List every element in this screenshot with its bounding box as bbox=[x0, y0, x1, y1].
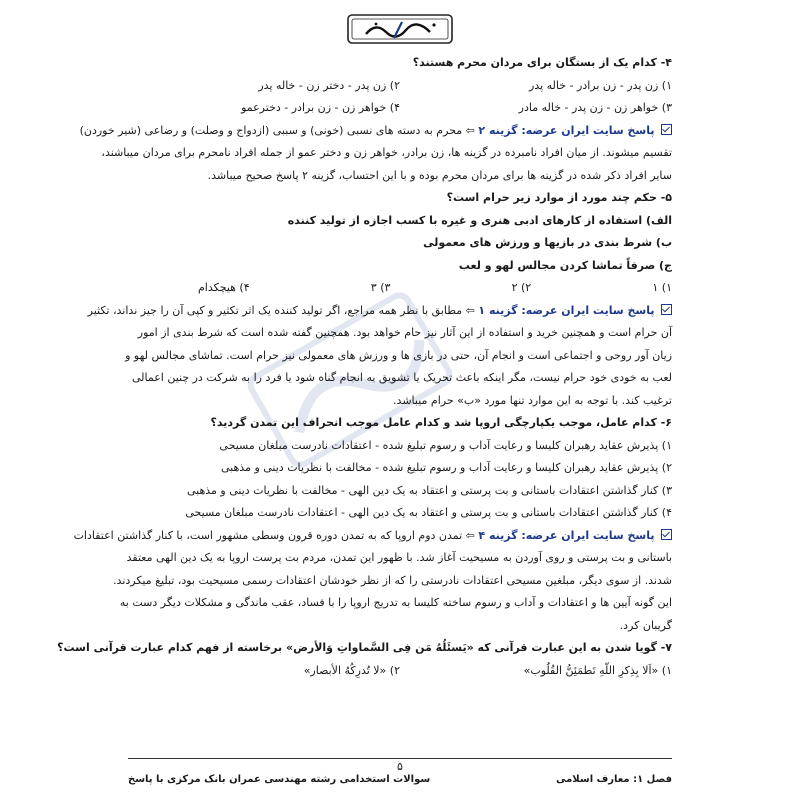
question-7: ۷- گویا شدن به این عبارت قرآنی که «یَسئَلُهُ مَن فِی السَّماواتِ وَالأرض» برخاسته از فهم کدام عبارت قرآنی است؟ bbox=[57, 641, 672, 654]
q4-option-1: ۱) زن پدر - زن برادر - خاله پدر bbox=[529, 78, 672, 92]
footer-divider bbox=[128, 758, 672, 759]
question-7-options bbox=[128, 660, 672, 683]
question-5: ۵- حکم چند مورد از موارد زیر حرام است؟ bbox=[446, 191, 672, 204]
q4-answer-label: پاسخ سایت ایران عرضه: گزینه ۲ bbox=[478, 123, 655, 137]
checkbox-icon bbox=[661, 529, 672, 540]
q5-answer-label: پاسخ سایت ایران عرضه: گزینه ۱ bbox=[478, 303, 655, 317]
question-5-options bbox=[128, 277, 672, 300]
q4-answer-text-1: محرم به دسته های نسبی (خونی) و سببی (ازدواج و وصلت) و رضاعی (شیر خوردن) bbox=[79, 123, 463, 137]
checkbox-icon bbox=[661, 124, 672, 135]
page-number: ۵ bbox=[397, 760, 403, 773]
q5-answer-text-1: مطابق با نظر همه مراجع، اگر تولید کننده یک اثر تکثیر و کپی آن را جیز نداند، تکثیر bbox=[87, 303, 463, 317]
q4-option-3: ۳) خواهر زن - زن پدر - خاله مادر bbox=[518, 101, 672, 114]
q5-item-alef: الف) استفاده از کارهای ادبی هنری و غیره با کسب اجازه از تولید کننده bbox=[287, 213, 672, 227]
q6-option-1: ۱) پذیرش عقاید رهبران کلیسا و رعایت آداب و رسوم تبلیغ شده - اعتقادات نادرست مبلغان مسیحی bbox=[219, 438, 672, 452]
q5-answer-line-3: زیان آور روحی و اجتماعی است و انجام آن، حتی در بازی ها و ورزش های معمولی نیز حرام است. تماشای مجالس لهو و bbox=[125, 348, 672, 362]
q5-option-4: ۴) هیچکدام bbox=[198, 281, 250, 294]
q4-option-2: ۲) زن پدر - دختر زن - خاله پدر bbox=[258, 78, 400, 92]
logo-badge-icon bbox=[346, 12, 454, 46]
question-4-options-row-1 bbox=[128, 75, 672, 98]
q5-answer-line-4: لعب به خودی خود حرام نیست، مگر اینکه باعث تحریک یا تشویق به انجام گناه شود یا فرد را به شرکت در چنین اعمالی bbox=[131, 371, 672, 384]
q7-option-2: ۲) «لا تُدرِکُهُ الأبصار» bbox=[303, 663, 400, 677]
q5-answer-line-2: آن حرام است و همچنین خرید و استفاده از این آثار نیز حام خواهد بود. همچنین گفته شده است که شرط بندی از امور bbox=[137, 326, 672, 339]
q6-answer-label: پاسخ سایت ایران عرضه: گزینه ۴ bbox=[478, 528, 655, 542]
arrow-left-icon: ⇦ bbox=[462, 303, 475, 317]
q4-option-4: ۴) خواهر زن - زن برادر - دخترعمو bbox=[241, 101, 400, 114]
q5-option-1: ۱) ۱ bbox=[652, 281, 672, 294]
checkbox-icon bbox=[661, 304, 672, 315]
footer-book-title: سوالات استخدامی رشته مهندسی عمران بانک مرکزی با پاسخ bbox=[128, 774, 431, 785]
q6-answer-line-4: این گونه آیین ها و اعتقادات و آداب و رسوم ساخته کلیسا به تدریج اروپا را با فساد، عقب ماندگی و مشکلات دیگر دست به bbox=[119, 596, 672, 609]
q5-option-2: ۲) ۲ bbox=[511, 281, 532, 294]
q6-answer-text-1: تمدن دوم اروپا که به تمدن دوره قرون وسطی مشهور است، با کنار گذاشتن اعتقادات bbox=[73, 528, 463, 542]
q6-option-2: ۲) پذیرش عقاید رهبران کلیسا و رعایت آداب و رسوم تبلیغ شده - مخالفت با نظریات دینی و مذهبی bbox=[221, 461, 672, 474]
q6-option-3: ۳) کنار گذاشتن اعتقادات باستانی و بت پرستی و اعتقاد به یک دین الهی - مخالفت با نظریات دینی و مذهبی bbox=[186, 483, 672, 497]
footer-chapter: فصل ۱: معارف اسلامی bbox=[555, 774, 672, 785]
q4-answer-line-1 bbox=[79, 120, 672, 143]
question-6: ۶- کدام عامل، موجب یکپارچگی اروپا شد و کدام عامل موجب انحراف این تمدن گردید؟ bbox=[210, 416, 672, 429]
site-logo bbox=[346, 12, 454, 46]
questions-content bbox=[57, 52, 672, 740]
q6-answer-line-2: باستانی و بت پرستی و روی آوردن به مسیحیت آغاز شد. با ظهور این تمدن، مردم بت پرست اروپا به یک دین الهی معتقد bbox=[126, 551, 672, 564]
q5-item-be: ب) شرط بندی در بازیها و ورزش های معمولی bbox=[423, 236, 672, 249]
arrow-left-icon: ⇦ bbox=[462, 123, 475, 137]
q4-answer-line-3: سایر افراد ذکر شده در گزینه ها برای مردان محرم بوده و با این احتساب، گزینه ۲ پاسخ صحیح میباشد. bbox=[207, 168, 672, 182]
q6-answer-line-5: گریبان کرد. bbox=[619, 618, 672, 632]
q6-option-4: ۴) کنار گذاشتن اعتقادات باستانی و بت پرستی و اعتقاد به یک دین الهی - اعتقادات نادرست مبلغان مسیحی bbox=[185, 506, 672, 519]
question-4-options-row-2 bbox=[128, 97, 672, 120]
q6-answer-line-3: شدند. از سوی دیگر، مبلغین مسیحی اعتقادات نادرستی را که از نظر خودشان اعتقادات رسمی مسیحیت بود، تبلیغ میکردند. bbox=[113, 573, 672, 587]
q4-answer-line-2: تقسیم میشوند. از میان افراد نامبرده در گزینه ها، زن برادر، خواهر زن و دختر عمو از جمله افراد نامحرم برای مردان میباشند، bbox=[101, 146, 672, 159]
question-4: ۴- کدام یک از بستگان برای مردان محرم هستند؟ bbox=[412, 56, 672, 69]
q6-answer-line-1 bbox=[73, 525, 672, 548]
q5-item-jim: ج) صرفاً تماشا کردن مجالس لهو و لعب bbox=[458, 258, 672, 272]
q5-option-3: ۳) ۳ bbox=[370, 281, 391, 294]
q5-answer-line-5: ترغیب کند. با توجه به این موارد تنها مورد «ب» حرام میباشد. bbox=[393, 393, 672, 407]
q5-answer-line-1 bbox=[87, 300, 672, 323]
q7-option-1: ۱) «اَلا بِذِکرِ اللّهِ تَطمَئِنُّ القُلُوب» bbox=[523, 663, 672, 677]
arrow-left-icon: ⇦ bbox=[462, 528, 475, 542]
